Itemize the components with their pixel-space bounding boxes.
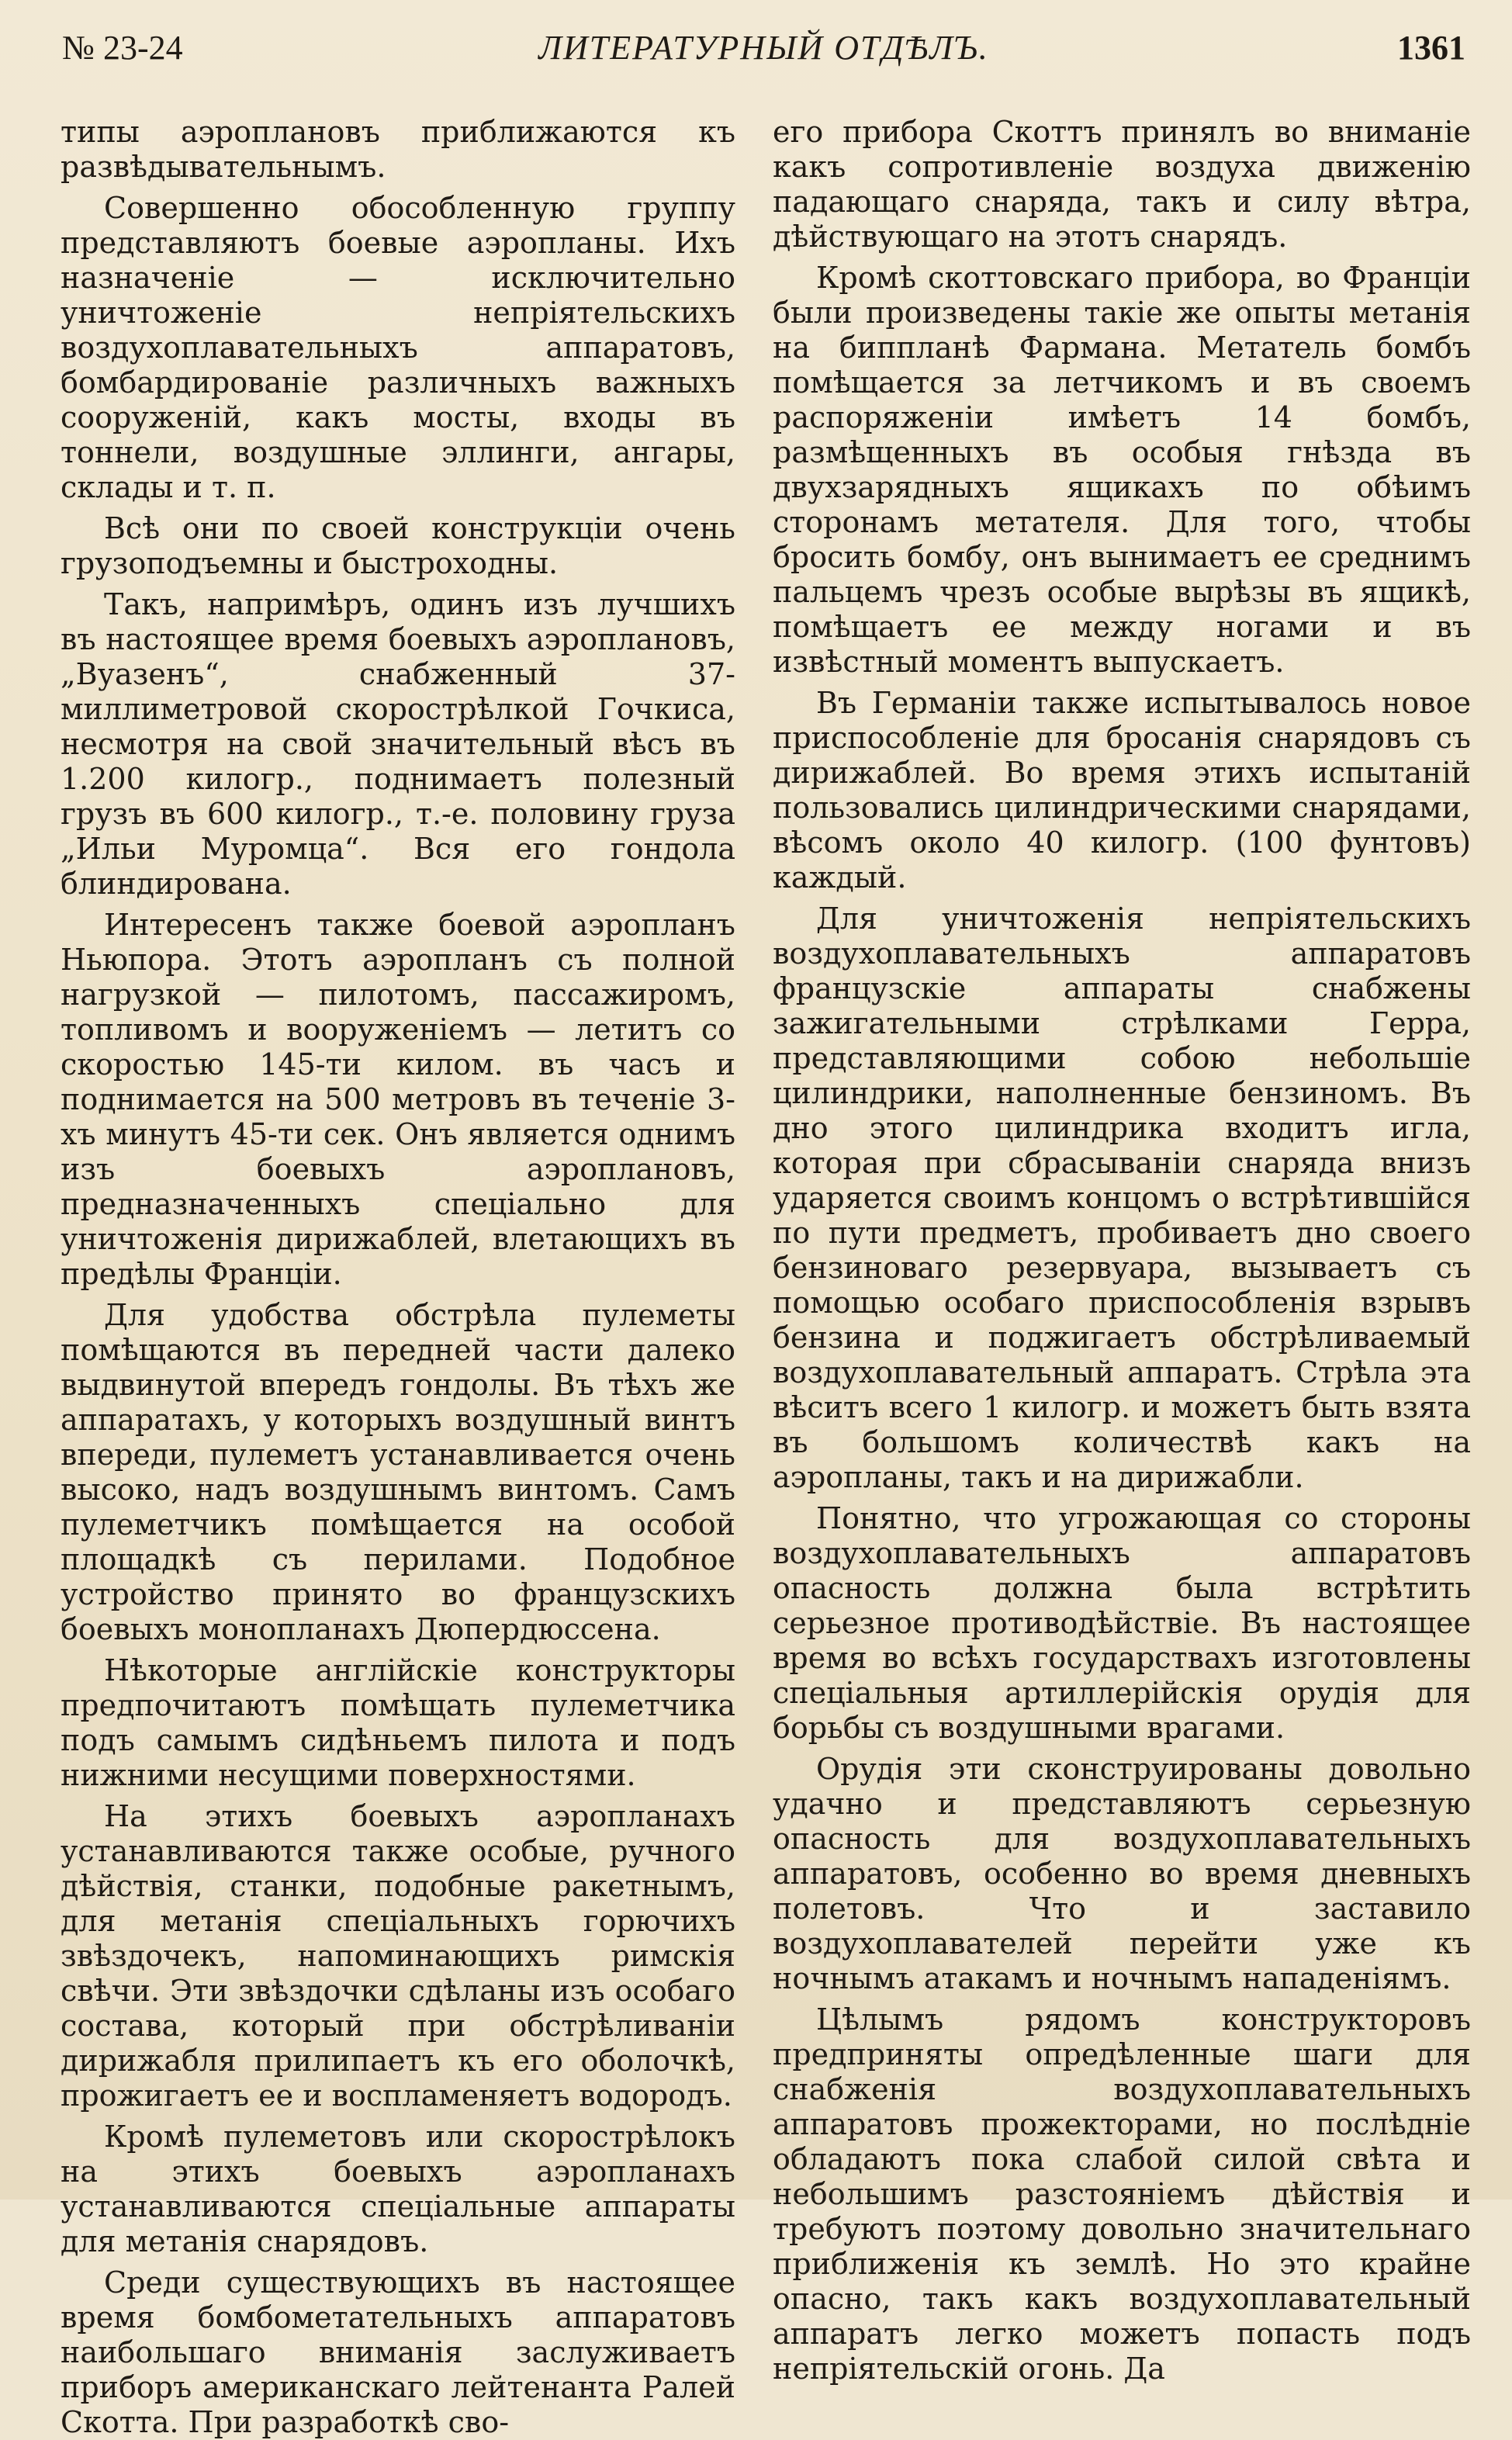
left-column — [61, 115, 735, 2439]
paragraph: Такъ, напримѣръ, одинъ изъ лучшихъ въ настоящее время боевыхъ аэроплановъ, „Вуазенъ“, снабженный 37-миллиметровой скорострѣлкой Гочкиса, несмотря на свой значительный вѣсъ въ 1.200 килогр., поднимаетъ полезный грузъ въ 600 килогр., т.-е. половину груза „Ильи Муромца“. Вся его гондола блиндирована. — [61, 587, 735, 901]
page-header — [62, 28, 1465, 74]
page-number: 1361 — [1397, 29, 1465, 67]
right-column — [773, 115, 1471, 2386]
paragraph: Орудія эти сконструированы довольно удачно и представляютъ серьезную опасность для воздухоплавательныхъ аппаратовъ, особенно во время дневныхъ полетовъ. Что и заставило воздухоплавателей перейти уже къ ночнымъ атакамъ и ночнымъ нападеніямъ. — [773, 1752, 1471, 1995]
paragraph: Для уничтоженія непріятельскихъ воздухоплавательныхъ аппаратовъ французскіе аппараты снабжены зажигательными стрѣлками Герра, представляющими собою небольшіе цилиндрики, наполненные бензиномъ. Въ дно этого цилиндрика входитъ игла, которая при сбрасываніи снаряда внизъ ударяется своимъ концомъ о встрѣтившійся по пути предметъ, пробиваетъ дно своего бензиноваго резервуара, вызываетъ съ помощью особаго приспособленія взрывъ бензина и поджигаетъ обстрѣливаемый воздухоплавательный аппаратъ. Стрѣла эта вѣситъ всего 1 килогр. и можетъ быть взята въ большомъ количествѣ какъ на аэропланы, такъ и на дирижабли. — [773, 902, 1471, 1494]
paragraph: его прибора Скоттъ принялъ во вниманіе какъ сопротивленіе воздуха движенію падающаго снаряда, такъ и силу вѣтра, дѣйствующаго на этотъ снарядъ. — [773, 115, 1471, 254]
paragraph: На этихъ боевыхъ аэропланахъ устанавливаются также особые, ручного дѣйствія, станки, подобные ракетнымъ, для метанія спеціальныхъ горючихъ звѣздочекъ, напоминающихъ римскія свѣчи. Эти звѣздочки сдѣланы изъ особаго состава, который при обстрѣливаніи дирижабля прилипаетъ къ его оболочкѣ, прожигаетъ ее и воспламеняетъ водородъ. — [61, 1799, 735, 2113]
paragraph: Всѣ они по своей конструкціи очень грузоподъемны и быстроходны. — [61, 511, 735, 580]
paragraph: типы аэроплановъ приближаются къ развѣдывательнымъ. — [61, 115, 735, 184]
paragraph: Понятно, что угрожающая со стороны воздухоплавательныхъ аппаратовъ опасность должна была встрѣтить серьезное противодѣйствіе. Въ настоящее время во всѣхъ государствахъ изготовлены спеціальныя артиллерійскія орудія для борьбы съ воздушными врагами. — [773, 1501, 1471, 1745]
paragraph: Интересенъ также боевой аэропланъ Ньюпора. Этотъ аэропланъ съ полной нагрузкой — пилотомъ, пассажиромъ, топливомъ и вооруженіемъ — летитъ со скоростью 145-ти килом. въ часъ и поднимается на 500 метровъ въ теченіе 3-хъ минутъ 45-ти сек. Онъ является однимъ изъ боевыхъ аэроплановъ, предназначенныхъ спеціально для уничтоженія дирижаблей, влетающихъ въ предѣлы Франціи. — [61, 908, 735, 1291]
paragraph: Для удобства обстрѣла пулеметы помѣщаются въ передней части далеко выдвинутой впередъ гондолы. Въ тѣхъ же аппаратахъ, у которыхъ воздушный винтъ впереди, пулеметъ устанавливается очень высоко, надъ воздушнымъ винтомъ. Самъ пулеметчикъ помѣщается на особой площадкѣ съ перилами. Подобное устройство принято во французскихъ боевыхъ монопланахъ Дюпердюссена. — [61, 1298, 735, 1646]
paragraph: Нѣкоторые англійскіе конструкторы предпочитаютъ помѣщать пулеметчика подъ самымъ сидѣньемъ пилота и подъ нижними несущими поверхностями. — [61, 1653, 735, 1792]
running-title: ЛИТЕРАТУРНЫЙ ОТДѢЛЪ. — [538, 29, 989, 67]
issue-number: № 23-24 — [62, 29, 183, 67]
paragraph: Кромѣ пулеметовъ или скорострѣлокъ на этихъ боевыхъ аэропланахъ устанавливаются спеціальные аппараты для метанія снарядовъ. — [61, 2120, 735, 2258]
paragraph: Кромѣ скоттовскаго прибора, во Франціи были произведены такіе же опыты метанія на биппланѣ Фармана. Метатель бомбъ помѣщается за летчикомъ и въ своемъ распоряженіи имѣетъ 14 бомбъ, размѣщенныхъ въ особыя гнѣзда въ двухзарядныхъ ящикахъ по обѣимъ сторонамъ метателя. Для того, чтобы бросить бомбу, онъ вынимаетъ ее среднимъ пальцемъ чрезъ особые вырѣзы въ ящикѣ, помѣщаетъ ее между ногами и въ извѣстный моментъ выпускаетъ. — [773, 261, 1471, 679]
paragraph: Среди существующихъ въ настоящее время бомбометательныхъ аппаратовъ наибольшаго вниманія заслуживаетъ приборъ американскаго лейтенанта Ралей Скотта. При разработкѣ сво- — [61, 2265, 735, 2439]
paragraph: Совершенно обособленную группу представляютъ боевые аэропланы. Ихъ назначеніе — исключительно уничтоженіе непріятельскихъ воздухоплавательныхъ аппаратовъ, бомбардированіе различныхъ важныхъ сооруженій, какъ мосты, входы въ тоннели, воздушные эллинги, ангары, склады и т. п. — [61, 191, 735, 504]
paragraph: Въ Германіи также испытывалось новое приспособленіе для бросанія снарядовъ съ дирижаблей. Во время этихъ испытаній пользовались цилиндрическими снарядами, вѣсомъ около 40 килогр. (100 фунтовъ) каждый. — [773, 686, 1471, 895]
paragraph: Цѣлымъ рядомъ конструкторовъ предприняты опредѣленные шаги для снабженія воздухоплавательныхъ аппаратовъ прожекторами, но послѣдніе обладаютъ пока слабой силой свѣта и небольшимъ разстояніемъ дѣйствія и требуютъ поэтому довольно значительнаго приближенія къ землѣ. Но это крайне опасно, такъ какъ воздухоплавательный аппаратъ легко можетъ попасть подъ непріятельскій огонь. Да — [773, 2002, 1471, 2386]
